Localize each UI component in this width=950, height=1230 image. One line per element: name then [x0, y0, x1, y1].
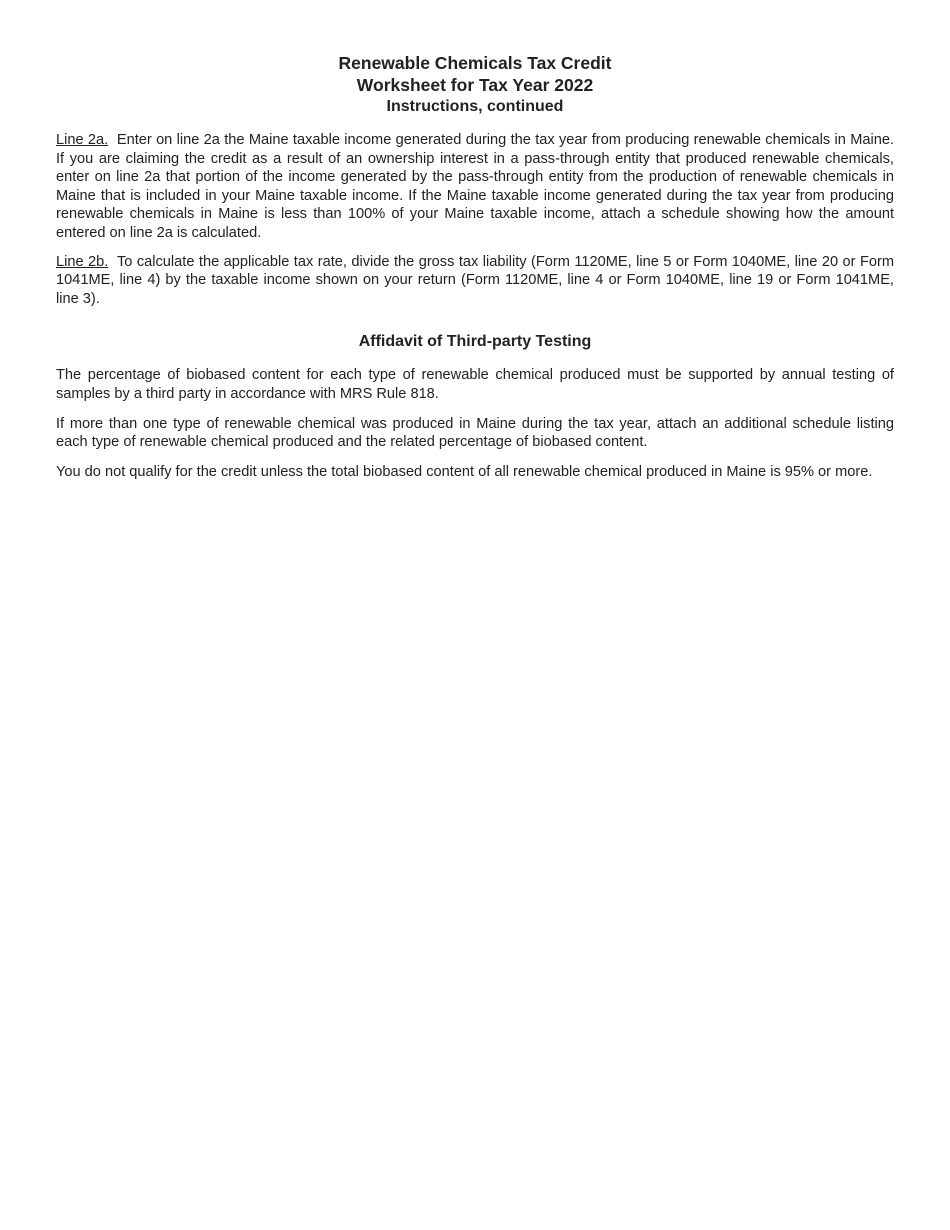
document-title: Renewable Chemicals Tax Credit	[338, 53, 612, 73]
line-2a-label: Line 2a.	[56, 132, 109, 148]
line-2b-instructions	[56, 253, 894, 309]
instructions-continued-label: Instructions, continued	[386, 98, 564, 115]
affidavit-paragraph-testing: The percentage of biobased content for each type of renewable chemical produced must be supported by annual testing of samples by a third party in accordance with MRS Rule 818.	[56, 367, 894, 402]
title-block	[56, 52, 894, 117]
affidavit-paragraph-qualification: You do not qualify for the credit unless the total biobased content of all renewable chemical produced in Maine is 95% or more.	[56, 463, 873, 480]
document-subtitle: Worksheet for Tax Year 2022	[356, 75, 594, 95]
affidavit-heading: Affidavit of Third-party Testing	[358, 333, 592, 351]
affidavit-paragraph-schedule: If more than one type of renewable chemical was produced in Maine during the tax year, attach an additional schedule listing each type of renewable chemical produced and the related percentage of biobased content.	[56, 415, 894, 451]
line-2b-label: Line 2b.	[56, 253, 109, 270]
line-2a-instructions	[56, 131, 894, 243]
line-2a-text: Enter on line 2a the Maine taxable income generated during the tax year from producing renewable chemicals in Maine. If you are claiming the credit as a result of an ownership interest in a pass-through entity that produced renewable chemicals, enter on line 2a that portion of the income generated by the pass-through entity from the production of renewable chemicals in Maine that is included in your Maine taxable income. If the Maine taxable income generated during the tax year from producing renewable chemicals in Maine is less than 100% of your Maine taxable income, attach a schedule showing how the amount entered on line 2a is calculated.	[56, 132, 895, 241]
line-2b-text: To calculate the applicable tax rate, divide the gross tax liability (Form 1120ME, line 5 or Form 1040ME, line 20 or Form 1041ME, line 4) by the taxable income shown on your return (Form 1120ME, line 4 or Form 1040ME, line 19 or Form 1041ME, line 3).	[56, 253, 894, 307]
document-page	[56, 52, 894, 481]
